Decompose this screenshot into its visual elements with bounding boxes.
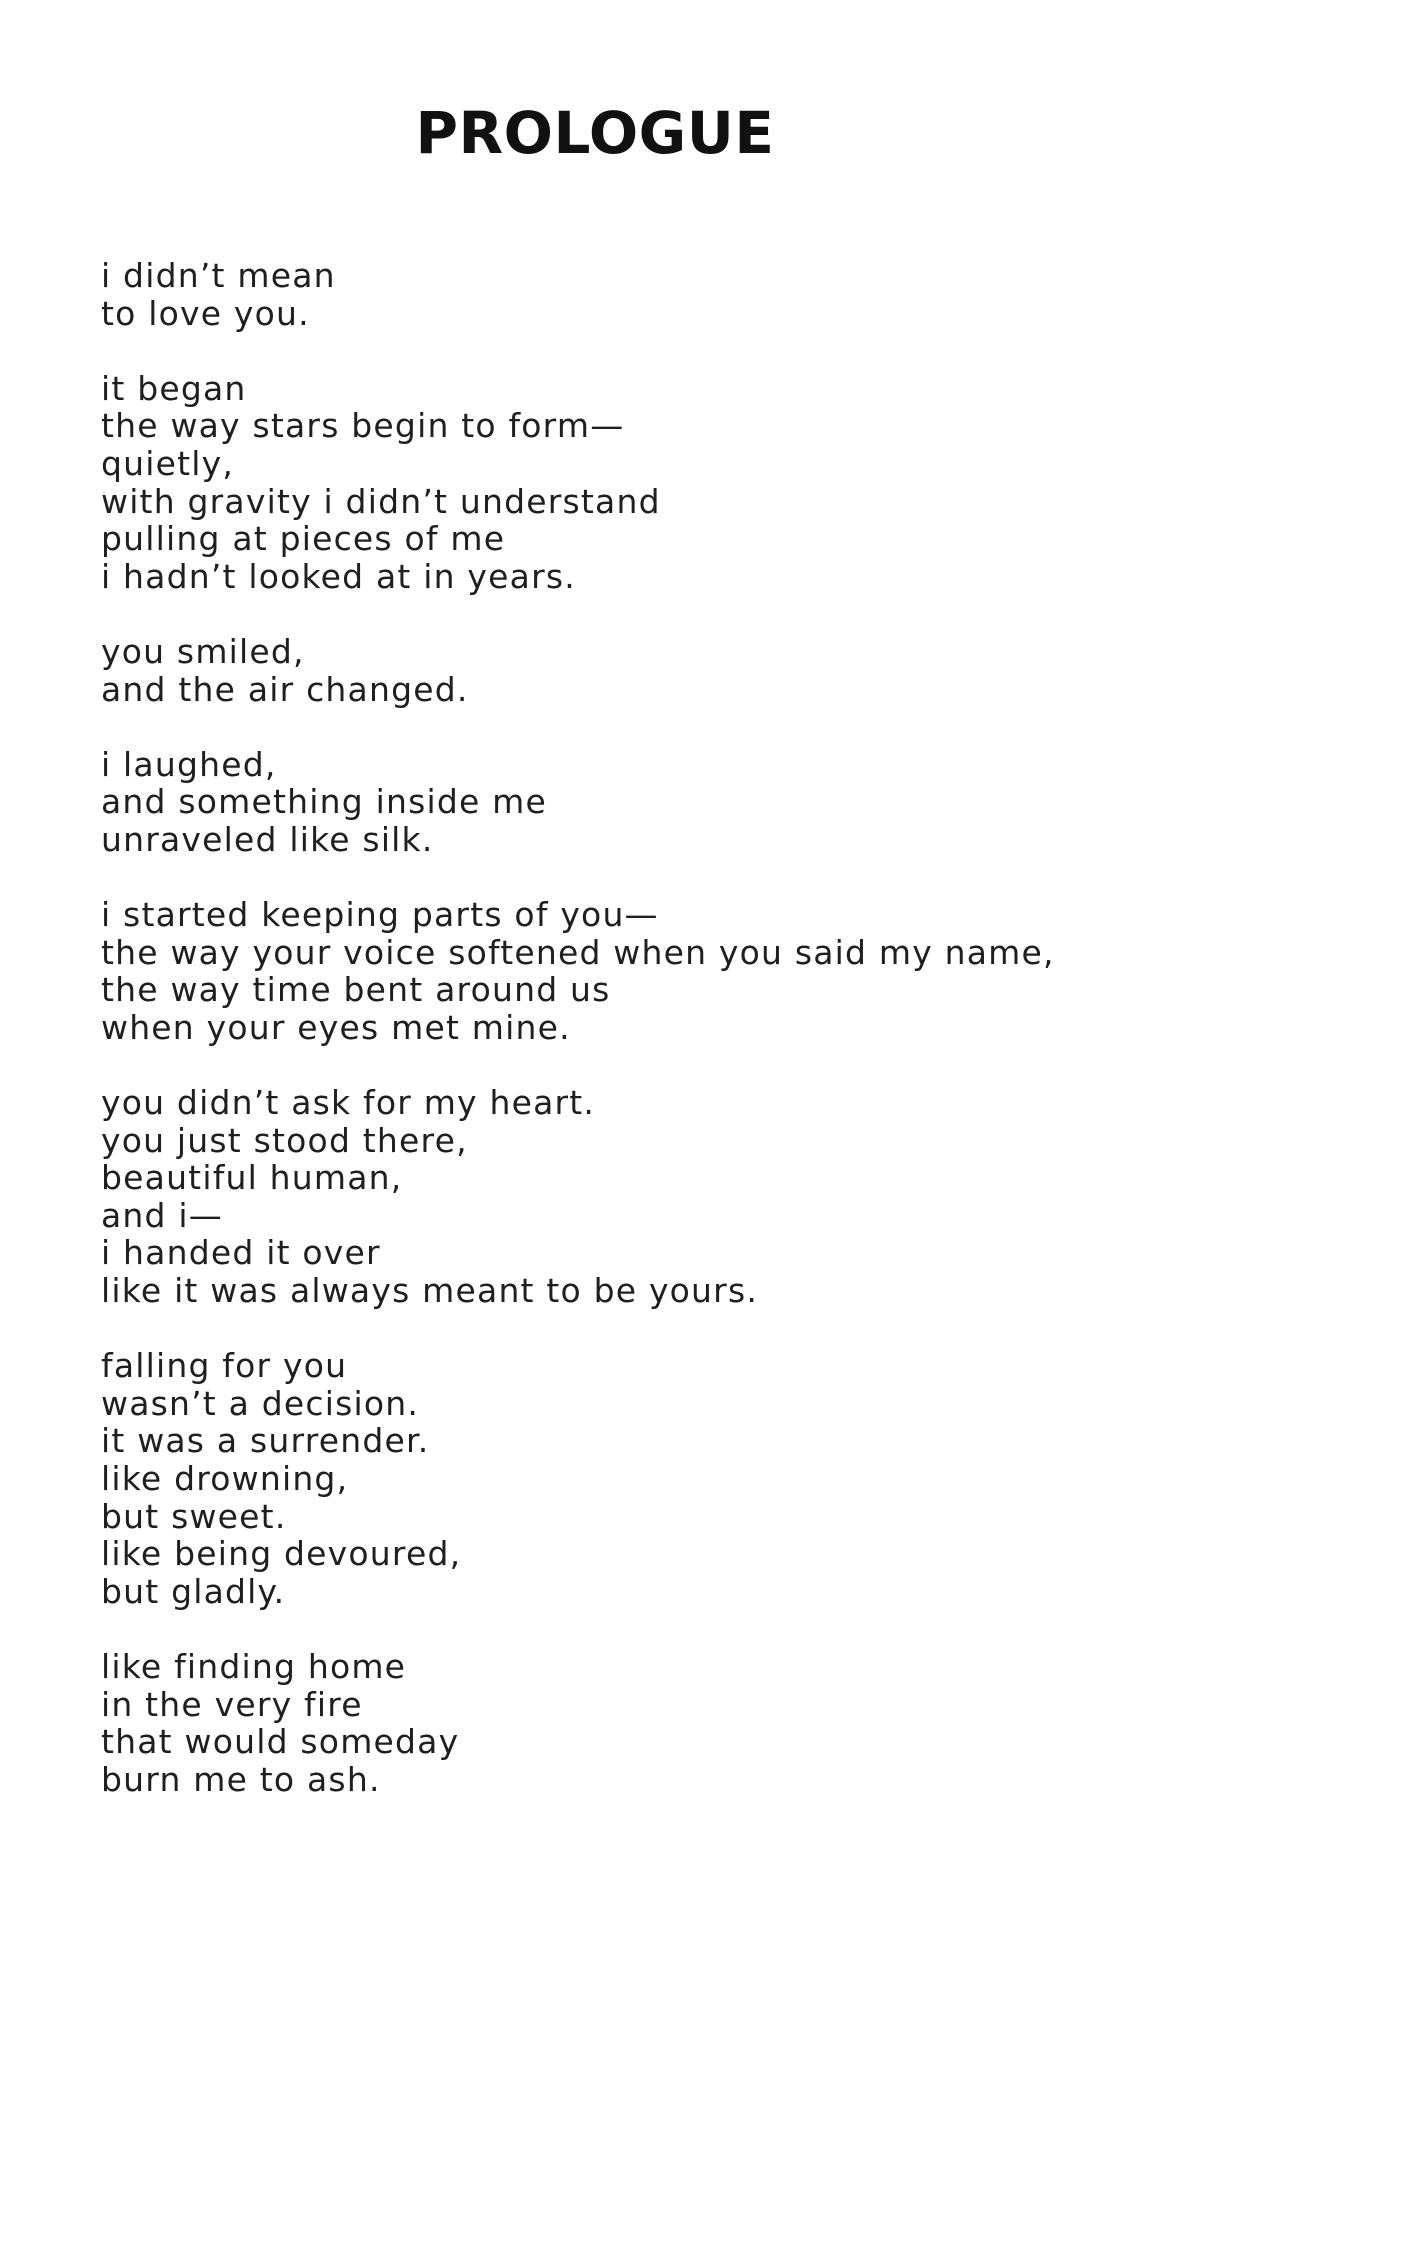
poem-line: you didn’t ask for my heart. bbox=[101, 1083, 596, 1123]
poem-line: it began bbox=[101, 368, 247, 408]
poem-line: beautiful human, bbox=[101, 1158, 403, 1198]
poem-line: i didn’t mean bbox=[101, 256, 336, 295]
poem-line: and i— bbox=[101, 1195, 223, 1235]
poem-line: wasn’t a decision. bbox=[101, 1383, 420, 1423]
poem-line: the way time bent around us bbox=[101, 970, 611, 1010]
poem-line: but sweet. bbox=[101, 1496, 287, 1536]
poem-line: and something inside me bbox=[101, 782, 548, 822]
poem-line: i started keeping parts of you— bbox=[101, 895, 659, 935]
poem-line: when your eyes met mine. bbox=[101, 1007, 571, 1047]
poem-line: you smiled, bbox=[101, 631, 305, 671]
poem-line: like finding home bbox=[101, 1646, 407, 1686]
poem-line: in the very fire bbox=[101, 1684, 363, 1724]
poem-body bbox=[101, 257, 1351, 1836]
poem-line: to love you. bbox=[101, 293, 310, 333]
poem-line: like drowning, bbox=[101, 1459, 349, 1498]
poem-line: the way your voice softened when you said my name, bbox=[101, 932, 1055, 972]
poem-line: like it was always meant to be yours. bbox=[101, 1271, 759, 1311]
poem-line: that would someday bbox=[101, 1722, 460, 1762]
poem-line: you just stood there, bbox=[101, 1120, 468, 1160]
poem-line: it was a surrender. bbox=[101, 1421, 430, 1461]
stanza bbox=[101, 1648, 1351, 1798]
poem-line: burn me to ash. bbox=[101, 1759, 381, 1799]
stanza bbox=[101, 257, 1351, 332]
poem-line: i hadn’t looked at in years. bbox=[101, 556, 576, 596]
poem-line: unraveled like silk. bbox=[101, 819, 434, 859]
page-title: PROLOGUE bbox=[415, 99, 775, 167]
poem-line: with gravity i didn’t understand bbox=[101, 481, 661, 521]
poem-line: quietly, bbox=[101, 443, 235, 483]
poem-line: the way stars begin to form— bbox=[101, 406, 625, 446]
stanza bbox=[101, 1084, 1351, 1310]
poem-line: like being devoured, bbox=[101, 1534, 462, 1574]
stanza bbox=[101, 746, 1351, 859]
stanza bbox=[101, 633, 1351, 708]
poem-line: and the air changed. bbox=[101, 669, 469, 709]
stanza bbox=[101, 896, 1351, 1046]
poem-line: i handed it over bbox=[101, 1233, 381, 1273]
poem-line: i laughed, bbox=[101, 744, 277, 784]
poem-line: pulling at pieces of me bbox=[101, 519, 506, 559]
poem-line: falling for you bbox=[101, 1346, 348, 1386]
stanza bbox=[101, 370, 1351, 596]
poem-line: but gladly. bbox=[101, 1571, 286, 1611]
stanza bbox=[101, 1347, 1351, 1610]
